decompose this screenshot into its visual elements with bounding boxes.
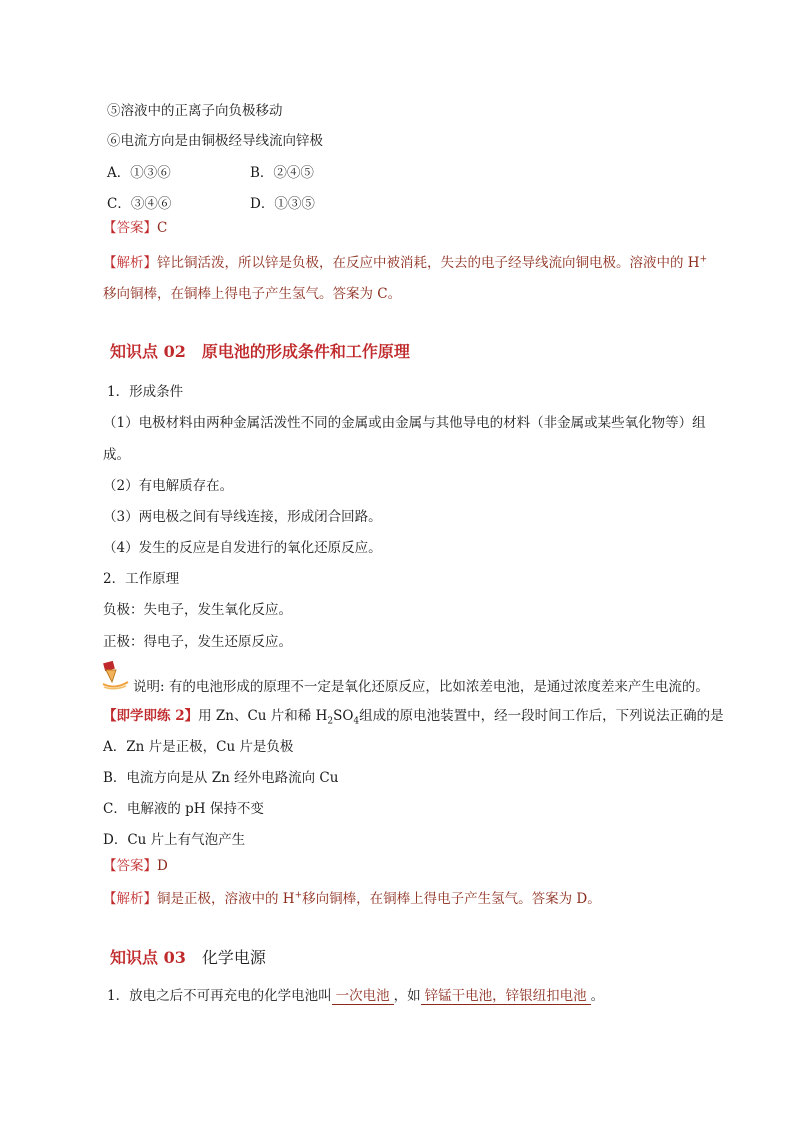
s2-para-6: 2．工作原理	[103, 571, 180, 587]
answer-label: 【答案】	[103, 858, 157, 874]
analysis-text-a: 铜是正极，溶液中的 H	[157, 891, 295, 907]
analysis-text-b: 移向铜棒，在铜棒上得电子产生氢气。答案为 D。	[302, 891, 601, 907]
s2-para-3: （2）有电解质存在。	[103, 478, 234, 494]
subscript-2: 2	[327, 716, 334, 727]
analysis-label: 【解析】	[103, 891, 157, 907]
section-number: 知识点 02	[110, 342, 186, 361]
section-number: 知识点 03	[110, 948, 186, 967]
analysis-text: 锌比铜活泼，所以锌是负极，在反应中被消耗，失去的电子经导线流向铜电极。溶液中的 H	[157, 255, 700, 271]
q1-answer	[103, 218, 167, 238]
s2-para-1: 1．形成条件	[107, 384, 184, 400]
analysis-label: 【解析】	[103, 255, 157, 271]
q2-stem-c: 组成的原电池装置中，经一段时间工作后，下列说法正确的是	[359, 708, 724, 724]
q2-stem	[103, 706, 724, 726]
q1-choice-c: C．③④⑥	[107, 196, 172, 212]
s3-para-1	[107, 986, 604, 1006]
q2-option-a: A．Zn 片是正极，Cu 片是负极	[103, 739, 294, 755]
s2-para-7: 负极：失电子，发生氧化反应。	[103, 602, 292, 618]
q2-option-d: D．Cu 片上有气泡产生	[103, 832, 246, 848]
section-title: 原电池的形成条件和工作原理	[201, 342, 410, 361]
s2-para-4: （3）两电极之间有导线连接，形成闭合回路。	[103, 509, 382, 525]
fill-blank-1: 一次电池	[332, 988, 394, 1005]
q2-answer	[103, 856, 168, 876]
s2-para-2b: 成。	[103, 447, 130, 463]
s2-para-2: （1）电极材料由两种金属活泼性不同的金属或由金属与其他导电的材料（非金属或某些氧化物等）组	[103, 415, 706, 431]
q1-choice-a: A．①③⑥	[107, 165, 171, 181]
s2-para-5: （4）发生的反应是自发进行的氧化还原反应。	[103, 540, 382, 556]
q2-analysis	[103, 889, 601, 909]
fill-blank-2: 锌锰干电池，锌银纽扣电池	[421, 988, 591, 1005]
superscript-plus: +	[294, 890, 303, 901]
q2-stem-b: SO	[333, 708, 354, 724]
subscript-4: 4	[353, 716, 360, 727]
q1-option-6: ⑥电流方向是由铜极经导线流向锌极	[107, 133, 323, 149]
section-2-heading	[110, 341, 410, 363]
q2-stem-a: 用 Zn、Cu 片和稀 H	[198, 708, 328, 724]
q2-option-c: C．电解液的 pH 保持不变	[103, 801, 264, 817]
q1-option-5: ⑤溶液中的正离子向负极移动	[107, 103, 283, 119]
q1-choice-b: B．②④⑤	[250, 165, 314, 181]
s3-text-a: 1．放电之后不可再充电的化学电池叫	[107, 988, 332, 1004]
pen-nib-icon	[100, 660, 130, 690]
answer-label: 【答案】	[103, 220, 157, 236]
section-title: 化学电源	[201, 948, 266, 967]
answer-value: C	[157, 220, 168, 236]
s2-note: 说明: 有的电池形成的原理不一定是氧化还原反应，比如浓差电池，是通过浓度差来产生电流的。	[133, 679, 709, 695]
superscript-plus: +	[699, 254, 708, 265]
s3-text-c: 。	[590, 988, 605, 1004]
q2-option-b: B．电流方向是从 Zn 经外电路流向 Cu	[103, 770, 339, 786]
q1-choice-d: D．①③⑤	[250, 196, 315, 212]
q2-label: 【即学即练 2】	[103, 708, 199, 724]
q1-analysis-line2: 移向铜棒，在铜棒上得电子产生氢气。答案为 C。	[103, 286, 402, 302]
s2-para-8: 正极：得电子，发生还原反应。	[103, 634, 292, 650]
s3-text-b: ，如	[393, 988, 421, 1004]
answer-value: D	[157, 858, 168, 874]
q1-analysis-line1	[103, 253, 707, 273]
section-3-heading	[110, 947, 266, 969]
